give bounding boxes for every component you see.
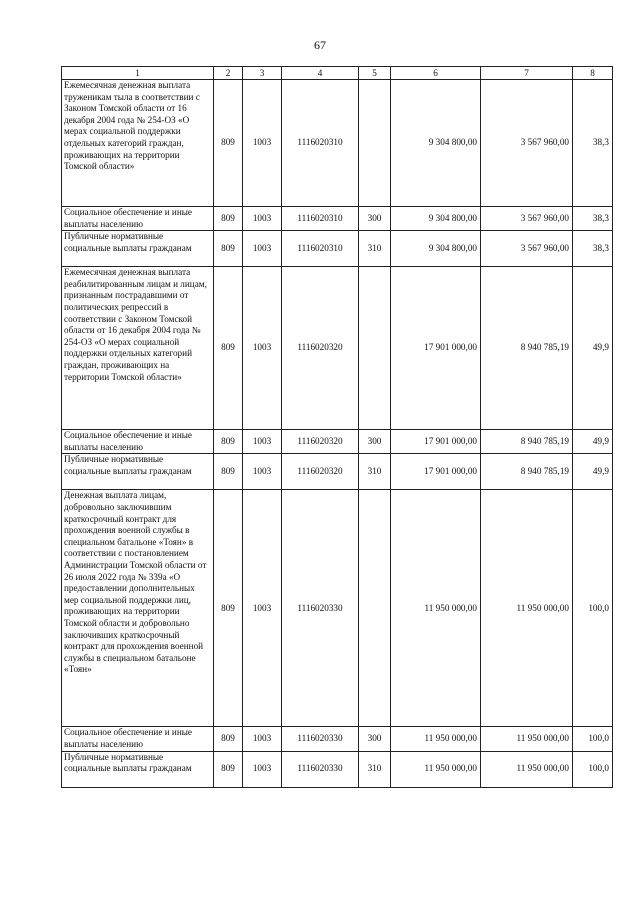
row-kind bbox=[359, 80, 391, 207]
row-plan: 11 950 000,00 bbox=[391, 751, 481, 787]
table-header-row bbox=[62, 67, 613, 80]
row-plan: 9 304 800,00 bbox=[391, 80, 481, 207]
row-kind bbox=[359, 267, 391, 430]
row-name: Денежная выплата лицам, добровольно заключившим краткосрочный контракт для прохождения военной службы в специальном батальоне «Тоян» в соответствии с постановлением Администрации Томской области от 26 июля 2022 года № 339а «О предоставлении дополнительных мер социальной поддержки лиц, проживающих на территории Томской области и добровольно заключивших краткосрочный контракт для прохождения военной службы в специальном батальоне «Тоян» bbox=[62, 490, 214, 727]
row-fact: 8 940 785,19 bbox=[481, 454, 573, 490]
table-row bbox=[62, 207, 613, 231]
row-target: 1116020320 bbox=[282, 454, 359, 490]
row-grbs: 809 bbox=[214, 727, 243, 751]
row-pct: 100,0 bbox=[573, 727, 613, 751]
row-target: 1116020320 bbox=[282, 430, 359, 454]
row-kind: 300 bbox=[359, 727, 391, 751]
table-row bbox=[62, 490, 613, 727]
row-section: 1003 bbox=[243, 490, 282, 727]
row-target: 1116020310 bbox=[282, 207, 359, 231]
row-grbs: 809 bbox=[214, 207, 243, 231]
row-target: 1116020330 bbox=[282, 490, 359, 727]
column-header: 7 bbox=[481, 67, 573, 80]
row-plan: 17 901 000,00 bbox=[391, 267, 481, 430]
row-pct: 38,3 bbox=[573, 80, 613, 207]
column-header: 1 bbox=[62, 67, 214, 80]
row-fact: 11 950 000,00 bbox=[481, 727, 573, 751]
row-target: 1116020330 bbox=[282, 751, 359, 787]
row-pct: 49,9 bbox=[573, 454, 613, 490]
column-header: 6 bbox=[391, 67, 481, 80]
table-row bbox=[62, 267, 613, 430]
row-pct: 49,9 bbox=[573, 430, 613, 454]
row-section: 1003 bbox=[243, 80, 282, 207]
row-name: Публичные нормативные социальные выплаты гражданам bbox=[62, 231, 214, 267]
row-name: Социальное обеспечение и иные выплаты населению bbox=[62, 207, 214, 231]
row-section: 1003 bbox=[243, 727, 282, 751]
row-plan: 17 901 000,00 bbox=[391, 430, 481, 454]
table-row bbox=[62, 231, 613, 267]
row-kind bbox=[359, 490, 391, 727]
row-kind: 300 bbox=[359, 430, 391, 454]
row-section: 1003 bbox=[243, 454, 282, 490]
column-header: 3 bbox=[243, 67, 282, 80]
row-section: 1003 bbox=[243, 430, 282, 454]
row-fact: 3 567 960,00 bbox=[481, 207, 573, 231]
row-grbs: 809 bbox=[214, 751, 243, 787]
row-pct: 38,3 bbox=[573, 207, 613, 231]
row-section: 1003 bbox=[243, 231, 282, 267]
column-header: 2 bbox=[214, 67, 243, 80]
row-grbs: 809 bbox=[214, 454, 243, 490]
row-name: Ежемесячная денежная выплата реабилитированным лицам и лицам, признанным пострадавшими от политических репрессий в соответствии с Законом Томской области от 16 декабря 2004 года № 254-ОЗ «О мерах социальной поддержки отдельных категорий граждан, проживающих на территории Томской области» bbox=[62, 267, 214, 430]
row-name: Публичные нормативные социальные выплаты гражданам bbox=[62, 751, 214, 787]
column-header: 4 bbox=[282, 67, 359, 80]
row-target: 1116020330 bbox=[282, 727, 359, 751]
row-section: 1003 bbox=[243, 751, 282, 787]
row-name: Публичные нормативные социальные выплаты гражданам bbox=[62, 454, 214, 490]
row-plan: 17 901 000,00 bbox=[391, 454, 481, 490]
row-plan: 9 304 800,00 bbox=[391, 231, 481, 267]
table-row bbox=[62, 80, 613, 207]
row-kind: 300 bbox=[359, 207, 391, 231]
row-target: 1116020320 bbox=[282, 267, 359, 430]
row-fact: 3 567 960,00 bbox=[481, 80, 573, 207]
row-pct: 100,0 bbox=[573, 490, 613, 727]
row-fact: 8 940 785,19 bbox=[481, 267, 573, 430]
table-row bbox=[62, 430, 613, 454]
column-header: 8 bbox=[573, 67, 613, 80]
row-pct: 100,0 bbox=[573, 751, 613, 787]
row-target: 1116020310 bbox=[282, 80, 359, 207]
row-grbs: 809 bbox=[214, 490, 243, 727]
row-grbs: 809 bbox=[214, 430, 243, 454]
row-grbs: 809 bbox=[214, 231, 243, 267]
row-kind: 310 bbox=[359, 751, 391, 787]
row-name: Социальное обеспечение и иные выплаты населению bbox=[62, 727, 214, 751]
row-grbs: 809 bbox=[214, 267, 243, 430]
row-pct: 38,3 bbox=[573, 231, 613, 267]
column-header: 5 bbox=[359, 67, 391, 80]
row-fact: 3 567 960,00 bbox=[481, 231, 573, 267]
row-fact: 11 950 000,00 bbox=[481, 751, 573, 787]
row-plan: 11 950 000,00 bbox=[391, 490, 481, 727]
row-name: Ежемесячная денежная выплата труженикам тыла в соответствии с Законом Томской области от 16 декабря 2004 года № 254-ОЗ «О мерах социальной поддержки отдельных категорий граждан, проживающих на территории Томской области» bbox=[62, 80, 214, 207]
row-plan: 11 950 000,00 bbox=[391, 727, 481, 751]
table-row bbox=[62, 454, 613, 490]
row-kind: 310 bbox=[359, 454, 391, 490]
row-kind: 310 bbox=[359, 231, 391, 267]
budget-table bbox=[61, 66, 613, 788]
table-row bbox=[62, 751, 613, 787]
row-section: 1003 bbox=[243, 267, 282, 430]
row-target: 1116020310 bbox=[282, 231, 359, 267]
row-grbs: 809 bbox=[214, 80, 243, 207]
row-plan: 9 304 800,00 bbox=[391, 207, 481, 231]
row-section: 1003 bbox=[243, 207, 282, 231]
row-fact: 8 940 785,19 bbox=[481, 430, 573, 454]
row-fact: 11 950 000,00 bbox=[481, 490, 573, 727]
row-pct: 49,9 bbox=[573, 267, 613, 430]
table-row bbox=[62, 727, 613, 751]
page-number: 67 bbox=[314, 38, 326, 52]
row-name: Социальное обеспечение и иные выплаты населению bbox=[62, 430, 214, 454]
